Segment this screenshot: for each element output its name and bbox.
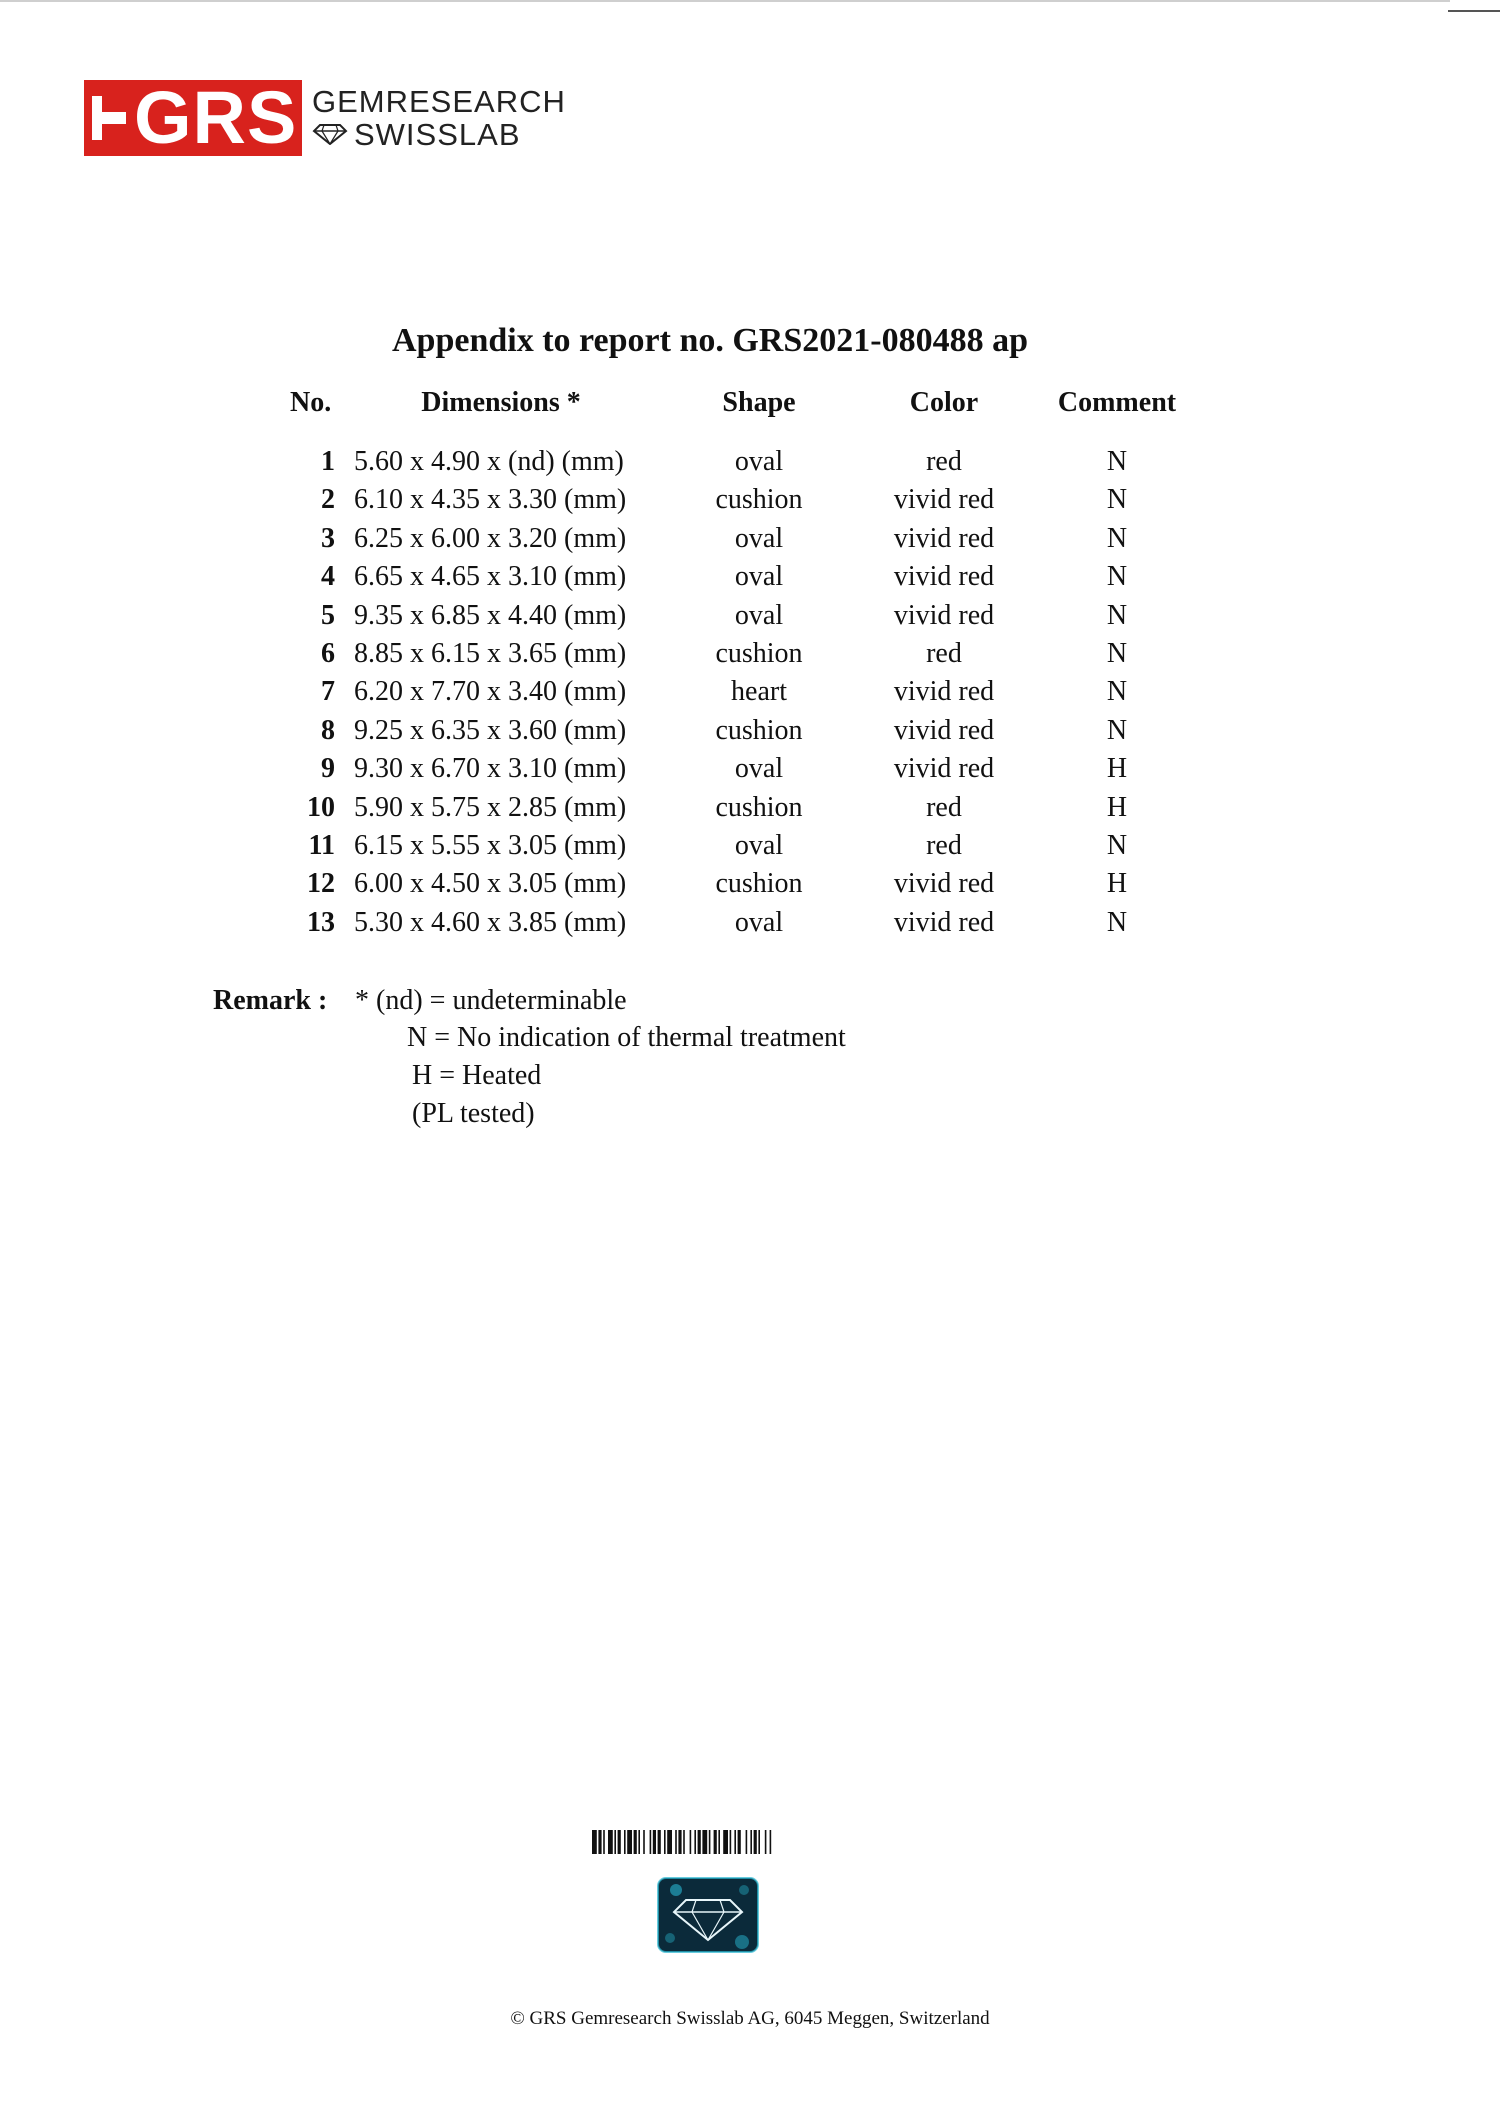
remark-label: Remark : <box>213 985 328 1016</box>
logo-text <box>312 85 566 151</box>
row-color: red <box>926 446 962 477</box>
row-color: vivid red <box>893 599 995 631</box>
footer-copyright: © GRS Gemresearch Swisslab AG, 6045 Meggen, Switzerland <box>510 2008 990 2029</box>
row-color: vivid red <box>893 676 995 708</box>
diamond-icon <box>312 118 354 151</box>
row-no: 13 <box>307 906 335 938</box>
logo-red-box <box>84 76 302 159</box>
barcode-bar <box>678 1830 681 1854</box>
logo-line-swisslab-wrap <box>312 118 566 151</box>
barcode-bar <box>758 1830 760 1854</box>
table-row <box>0 523 1500 561</box>
table-row <box>0 753 1500 791</box>
row-no: 6 <box>321 638 335 669</box>
table-row <box>0 868 1500 906</box>
row-dimensions: 6.25 x 6.00 x 3.20 (mm) <box>354 522 627 554</box>
row-no: 3 <box>321 522 335 554</box>
barcode-bar <box>634 1830 637 1854</box>
barcode-bar <box>750 1830 752 1854</box>
barcode-bar <box>723 1830 728 1854</box>
row-shape: cushion <box>715 791 803 823</box>
barcode-bar <box>603 1830 605 1854</box>
logo-wordmark: GRS <box>134 76 298 159</box>
barcode-bar <box>738 1830 741 1854</box>
row-comment: N <box>1106 906 1128 938</box>
barcode-bar <box>770 1830 772 1854</box>
row-dimensions: 9.30 x 6.70 x 3.10 (mm) <box>354 753 627 785</box>
row-no: 1 <box>321 446 335 477</box>
barcode-bar <box>746 1830 748 1854</box>
row-color: red <box>926 791 962 823</box>
barcode-bar <box>734 1830 736 1854</box>
table-row <box>0 676 1500 714</box>
header-shape: Shape <box>722 387 796 418</box>
header-color: Color <box>909 387 979 418</box>
barcode-bar <box>667 1830 672 1854</box>
header-dimensions: Dimensions * <box>421 387 581 418</box>
remark-line-n: N = No indication of thermal treatment <box>407 1022 846 1053</box>
remark-line-nd: * (nd) = undeterminable <box>355 985 627 1016</box>
barcode-bar <box>709 1830 711 1854</box>
barcode-bar <box>658 1830 661 1854</box>
row-comment: N <box>1106 522 1128 554</box>
row-no: 10 <box>307 791 335 823</box>
barcode-bar <box>624 1830 626 1854</box>
row-no: 7 <box>321 676 335 708</box>
logo-line-swisslab: SWISSLAB <box>354 117 521 152</box>
barcode-bar <box>650 1830 652 1854</box>
row-dimensions: 6.10 x 4.35 x 3.30 (mm) <box>354 484 627 516</box>
row-comment: N <box>1106 638 1128 669</box>
barcode-bar <box>614 1830 616 1854</box>
row-no: 12 <box>307 868 335 900</box>
barcode-bar <box>718 1830 720 1854</box>
row-shape: cushion <box>715 714 803 746</box>
row-dimensions: 5.30 x 4.60 x 3.85 (mm) <box>354 906 627 938</box>
row-no: 9 <box>321 753 335 785</box>
table-header <box>0 387 1500 425</box>
header-comment: Comment <box>1057 387 1177 418</box>
row-dimensions: 6.15 x 5.55 x 3.05 (mm) <box>354 830 627 861</box>
barcode-bar <box>698 1830 701 1854</box>
barcode-bar <box>598 1830 601 1854</box>
page-title: Appendix to report no. GRS2021-080488 ap <box>392 322 1028 359</box>
row-comment: N <box>1106 714 1128 746</box>
remark-line-pl: (PL tested) <box>412 1098 535 1129</box>
table-row <box>0 715 1500 753</box>
row-dimensions: 6.20 x 7.70 x 3.40 (mm) <box>354 676 627 708</box>
table-row <box>0 561 1500 599</box>
row-dimensions: 8.85 x 6.15 x 3.65 (mm) <box>354 638 627 669</box>
table-row <box>0 830 1500 868</box>
barcode-bar <box>694 1830 696 1854</box>
row-dimensions: 6.65 x 4.65 x 3.10 (mm) <box>354 561 627 593</box>
row-color: vivid red <box>893 561 995 593</box>
header-no: No. <box>290 387 332 418</box>
row-shape: cushion <box>715 868 803 900</box>
row-shape: oval <box>734 906 784 938</box>
row-comment: N <box>1106 484 1128 516</box>
row-dimensions: 9.35 x 6.85 x 4.40 (mm) <box>354 599 627 631</box>
row-shape: oval <box>734 446 784 477</box>
row-no: 4 <box>321 561 335 593</box>
barcode-bar <box>702 1830 707 1854</box>
table-row <box>0 792 1500 830</box>
row-dimensions: 6.00 x 4.50 x 3.05 (mm) <box>354 868 627 900</box>
barcode-bar <box>653 1830 656 1854</box>
remark-line-h: H = Heated <box>412 1060 542 1091</box>
table-row <box>0 484 1500 522</box>
barcode-bar <box>592 1830 597 1854</box>
row-comment: N <box>1106 446 1128 477</box>
row-comment: N <box>1106 561 1128 593</box>
barcode-bar <box>714 1830 717 1854</box>
barcode-bar <box>675 1830 677 1854</box>
barcode-bar <box>754 1830 757 1854</box>
row-color: vivid red <box>893 906 995 938</box>
row-comment: H <box>1106 868 1128 900</box>
row-shape: oval <box>734 830 784 861</box>
row-shape: oval <box>734 753 784 785</box>
barcode-bar <box>690 1830 692 1854</box>
row-no: 11 <box>308 830 335 861</box>
row-comment: H <box>1106 753 1128 785</box>
row-color: vivid red <box>893 484 995 516</box>
row-color: vivid red <box>893 753 995 785</box>
row-color: red <box>926 830 962 861</box>
barcode-bar <box>683 1830 685 1854</box>
logo-line-gemresearch: GEMRESEARCH <box>312 84 566 119</box>
barcode-bar <box>618 1830 621 1854</box>
row-no: 8 <box>321 714 335 746</box>
barcode-bar <box>608 1830 613 1854</box>
row-dimensions: 9.25 x 6.35 x 3.60 (mm) <box>354 714 627 746</box>
top-edge-tab <box>1448 0 1500 12</box>
row-shape: cushion <box>715 484 803 516</box>
row-dimensions: 5.60 x 4.90 x (nd) (mm) <box>354 446 624 477</box>
row-comment: N <box>1106 830 1128 861</box>
row-comment: N <box>1106 676 1128 708</box>
table-row <box>0 638 1500 676</box>
barcode-bar <box>643 1830 645 1854</box>
row-shape: heart <box>731 676 787 708</box>
grs-logo <box>84 76 566 159</box>
barcode-bar <box>638 1830 640 1854</box>
row-comment: H <box>1106 791 1128 823</box>
barcode-bar <box>664 1830 666 1854</box>
row-color: vivid red <box>893 522 995 554</box>
table-row <box>0 907 1500 945</box>
row-no: 5 <box>321 599 335 631</box>
barcode-bar <box>730 1830 732 1854</box>
row-shape: oval <box>734 561 784 593</box>
row-no: 2 <box>321 484 335 516</box>
table-row <box>0 600 1500 638</box>
swiss-cross-icon <box>90 88 130 148</box>
hologram-seal-icon <box>656 1876 760 1954</box>
row-shape: oval <box>734 522 784 554</box>
row-shape: cushion <box>715 638 803 669</box>
barcode <box>592 1830 834 1854</box>
barcode-bar <box>627 1830 632 1854</box>
row-color: vivid red <box>893 868 995 900</box>
table-row <box>0 446 1500 484</box>
top-edge-line <box>0 0 1450 2</box>
row-color: red <box>926 638 962 669</box>
barcode-bar <box>765 1830 767 1854</box>
row-shape: oval <box>734 599 784 631</box>
row-dimensions: 5.90 x 5.75 x 2.85 (mm) <box>354 791 627 823</box>
row-comment: N <box>1106 599 1128 631</box>
row-color: vivid red <box>893 714 995 746</box>
